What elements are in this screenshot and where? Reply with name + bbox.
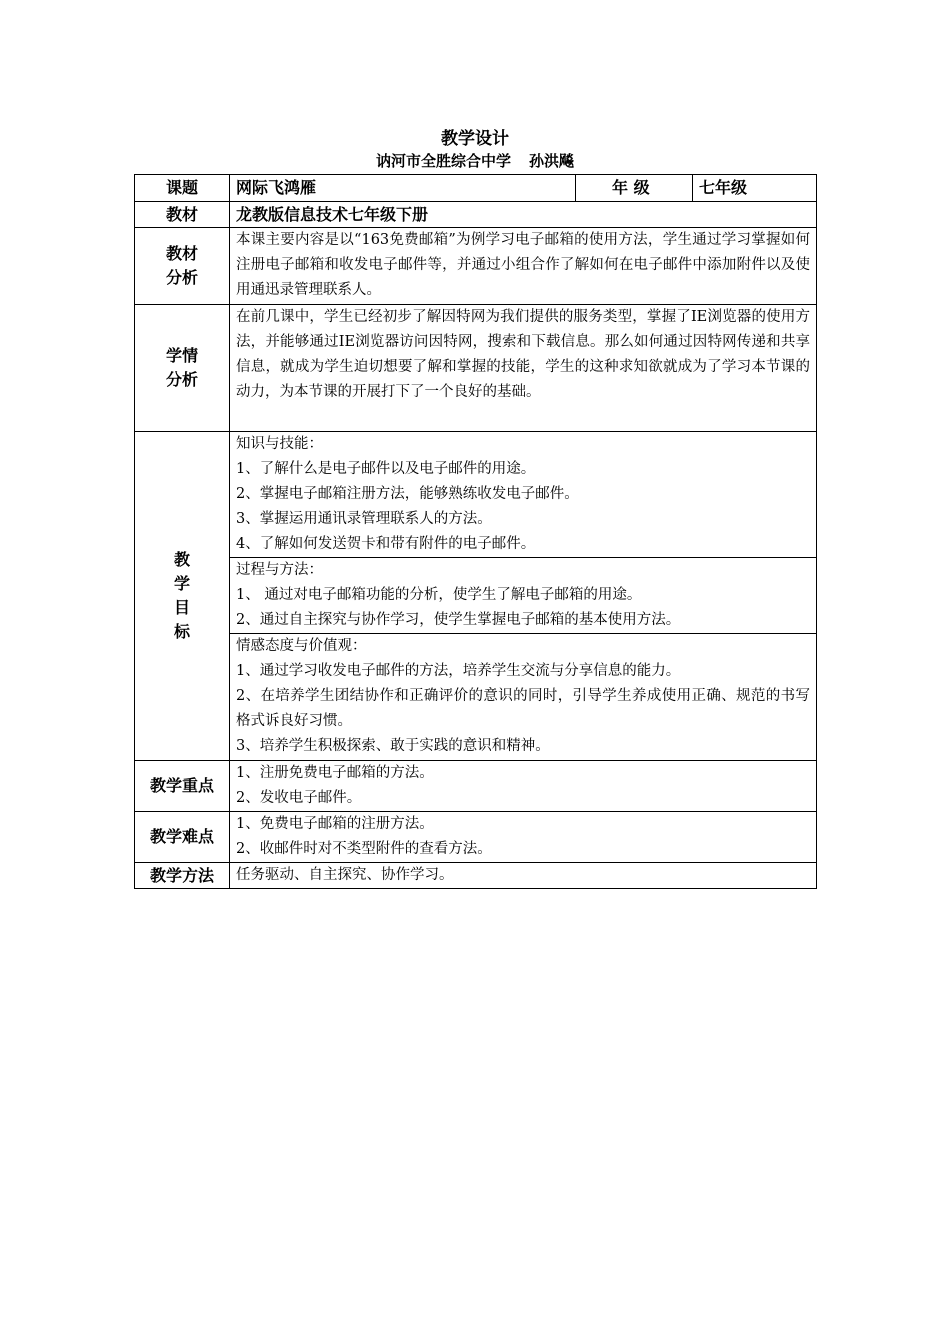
goal-item: 2、掌握电子邮箱注册方法，能够熟练收发电子邮件。 — [236, 486, 579, 502]
topic-value: 网际飞鸿雁 — [230, 175, 576, 202]
difficulty-item: 2、收邮件时对不类型附件的查看方法。 — [236, 841, 492, 857]
goals-label-char: 教 — [173, 550, 190, 569]
goals-heading: 过程与方法： — [236, 562, 323, 578]
topic-label: 课题 — [135, 175, 230, 202]
grade-value: 七年级 — [693, 175, 817, 202]
keypoint-item: 2、发收电子邮件。 — [236, 790, 362, 806]
goal-item: 3、掌握运用通讯录管理联系人的方法。 — [236, 511, 492, 527]
teaching-goals-label — [135, 432, 230, 761]
keypoints-row — [135, 761, 817, 812]
textbook-value: 龙教版信息技术七年级下册 — [230, 202, 817, 228]
student-analysis-text: 在前几课中，学生已经初步了解因特网为我们提供的服务类型，掌握了IE浏览器的使用方法，并能够通过IE浏览器访问因特网，搜索和下载信息。那么如何通过因特网传递和共享信息，就成为学生迫切想要了解和掌握的技能，学生的这种求知欲就成为了学习本节课的动力，为本节课的开展打下了一个良好的基础。 — [230, 305, 817, 432]
goals-emotion-cell — [230, 634, 817, 761]
student-label-line: 学情 — [165, 346, 198, 365]
goals-heading: 知识与技能： — [236, 436, 323, 452]
textbook-row — [135, 202, 817, 228]
keypoint-item: 1、注册免费电子邮箱的方法。 — [236, 765, 434, 781]
difficulty-item: 1、免费电子邮箱的注册方法。 — [236, 816, 434, 832]
topic-row — [135, 175, 817, 202]
goals-process-cell — [230, 558, 817, 634]
method-text: 任务驱动、自主探究、协作学习。 — [236, 867, 454, 883]
goals-heading: 情感态度与价值观： — [236, 638, 367, 654]
textbook-label: 教材 — [135, 202, 230, 228]
goal-item: 3、培养学生积极探索、敢于实践的意识和精神。 — [236, 738, 550, 754]
document-title: 教学设计 — [441, 129, 509, 149]
difficulties-cell — [230, 812, 817, 863]
keypoints-label: 教学重点 — [135, 761, 230, 812]
difficulties-row — [135, 812, 817, 863]
material-analysis-label — [135, 228, 230, 305]
grade-label: 年 级 — [576, 175, 693, 202]
goal-item: 4、了解如何发送贺卡和带有附件的电子邮件。 — [236, 536, 536, 552]
goals-label-char: 目 — [173, 598, 190, 617]
method-cell — [230, 863, 817, 889]
material-analysis-row — [135, 228, 817, 305]
author-name: 孙洪飚 — [529, 152, 575, 170]
difficulties-label: 教学难点 — [135, 812, 230, 863]
goal-item: 1、通过学习收发电子邮件的方法，培养学生交流与分享信息的能力。 — [236, 663, 681, 679]
material-label-line: 教材 — [165, 244, 198, 263]
student-analysis-label — [135, 305, 230, 432]
method-label: 教学方法 — [135, 863, 230, 889]
goals-knowledge-row — [135, 432, 817, 558]
goals-label-char: 标 — [173, 622, 190, 641]
goal-item: 2、在培养学生团结协作和正确评价的意识的同时，引导学生养成使用正确、规范的书写格式诉良好习惯。 — [236, 688, 810, 729]
goals-emotion-row — [135, 634, 817, 761]
method-row — [135, 863, 817, 889]
student-analysis-row — [135, 305, 817, 432]
material-label-line: 分析 — [165, 268, 198, 287]
goal-item: 1、了解什么是电子邮件以及电子邮件的用途。 — [236, 461, 536, 477]
goal-item: 1、 通过对电子邮箱功能的分析，使学生了解电子邮箱的用途。 — [236, 587, 642, 603]
school-name: 讷河市全胜综合中学 — [375, 152, 511, 170]
student-label-line: 分析 — [165, 370, 198, 389]
document-byline — [0, 150, 950, 171]
goals-knowledge-cell — [230, 432, 817, 558]
goals-process-row — [135, 558, 817, 634]
lesson-plan-table — [134, 174, 817, 889]
goals-label-char: 学 — [173, 574, 190, 593]
goal-item: 2、通过自主探究与协作学习，使学生掌握电子邮箱的基本使用方法。 — [236, 612, 681, 628]
material-analysis-text: 本课主要内容是以“163免费邮箱”为例学习电子邮箱的使用方法，学生通过学习掌握如何注册电子邮箱和收发电子邮件等，并通过小组合作了解如何在电子邮件中添加附件以及使用通迅录管理联系人。 — [230, 228, 817, 305]
keypoints-cell — [230, 761, 817, 812]
